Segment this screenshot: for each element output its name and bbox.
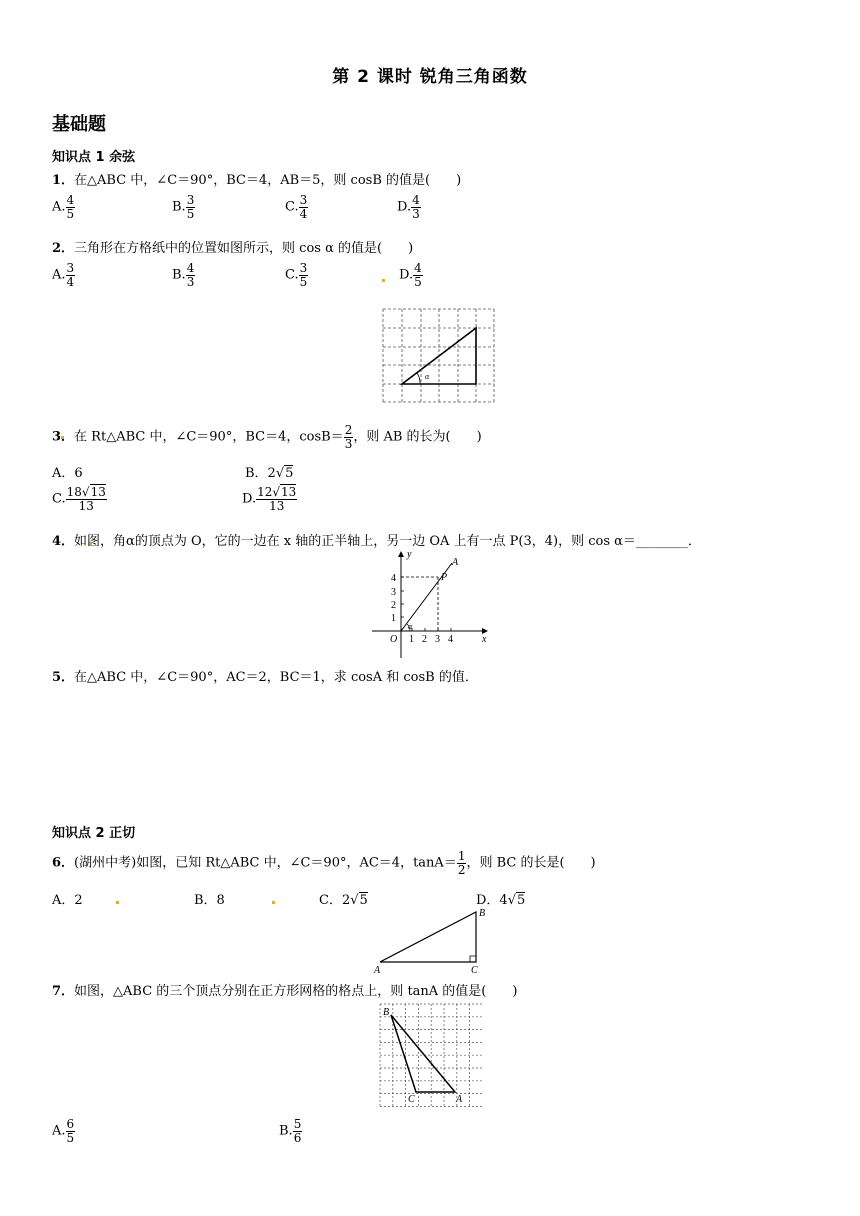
q6-triangle-figure: [372, 906, 492, 976]
question-1-text: 在△ABC 中，∠C＝90°，BC＝4，AB＝5，则 cosB 的值是( ): [74, 173, 462, 188]
question-2-text: 三角形在方格纸中的位置如图所示，则 cos α 的值是( ): [74, 241, 414, 256]
q3-fraction: $\frac{2}{3}$: [344, 423, 353, 451]
question-5: [52, 666, 478, 685]
angle-arc: [417, 373, 420, 384]
question-5-number: 5．: [52, 670, 75, 685]
q3-option-c[interactable]: C. $\frac{18√13}{13}$: [52, 485, 106, 513]
question-6-number: 6．: [52, 855, 75, 871]
question-7: [52, 980, 517, 999]
knowledge-point-2: 知识点 2 正切: [52, 826, 136, 841]
question-2: [52, 237, 413, 256]
page-title: 第 2 课时 锐角三角函数: [332, 67, 528, 87]
q2-option-d[interactable]: D. $\frac{4}{5}$: [399, 261, 422, 289]
svg-text:4: 4: [448, 634, 453, 645]
question-6: 6．(湖州中考)如图，已知 Rt△ABC 中，∠C＝90°，AC＝4，tanA＝ $\frac{1}{2}$ ，则 BC 的长是( ): [52, 849, 596, 877]
svg-text:B: B: [479, 908, 486, 919]
q3-option-a[interactable]: A．6: [52, 466, 83, 481]
svg-text:C: C: [471, 965, 478, 976]
q2-option-b[interactable]: B. $\frac{4}{3}$: [172, 261, 195, 289]
q6-option-a[interactable]: A．2: [52, 893, 83, 908]
q4-coordinate-figure: [368, 548, 493, 660]
svg-text:A: A: [374, 965, 381, 976]
right-triangle: [380, 912, 476, 962]
svg-text:4: 4: [391, 573, 396, 584]
question-2-number: 2．: [52, 241, 75, 256]
svg-text:1: 1: [391, 613, 396, 624]
q1-option-a[interactable]: A. $\frac{4}{5}$: [52, 193, 75, 221]
question-5-text: 在△ABC 中，∠C＝90°，AC＝2，BC＝1，求 cosA 和 cosB 的值．: [74, 670, 478, 685]
q7-option-b[interactable]: B. $\frac{5}{6}$: [279, 1117, 302, 1145]
question-3: 3．在 Rt△ABC 中，∠C＝90°，BC＝4，cosB＝ $\frac{2}{3}$ ，则 AB 的长为( ): [52, 423, 482, 451]
q6-option-d[interactable]: D．4√5: [476, 893, 526, 908]
section-heading: 基础题: [52, 114, 106, 135]
svg-text:α: α: [408, 622, 413, 631]
marker-dot: [382, 279, 385, 282]
q6-fraction: $\frac{1}{2}$: [457, 849, 466, 877]
svg-text:A: A: [456, 1094, 463, 1105]
svg-text:C: C: [408, 1094, 415, 1105]
question-3-number: 3．: [52, 429, 75, 445]
question-4-text: 如图，角α的顶点为 O，它的一边在 x 轴的正半轴上，另一边 OA 上有一点 P(3，4)，则 cos α＝________．: [74, 534, 701, 549]
svg-text:3: 3: [435, 634, 440, 645]
svg-text:2: 2: [422, 634, 427, 645]
alpha-label: α: [425, 372, 430, 381]
svg-text:3: 3: [391, 587, 396, 598]
q1-option-b[interactable]: B. $\frac{3}{5}$: [172, 193, 195, 221]
question-4: [52, 530, 701, 549]
q1-option-c[interactable]: C. $\frac{3}{4}$: [285, 193, 308, 221]
right-angle-mark: [470, 956, 476, 962]
question-1: [52, 169, 461, 188]
q2-option-c[interactable]: C. $\frac{3}{5}$: [285, 261, 308, 289]
question-1-number: 1．: [52, 173, 75, 188]
marker-dot: [116, 901, 119, 904]
question-7-number: 7．: [52, 984, 75, 999]
svg-text:y: y: [407, 549, 412, 560]
q1-option-d[interactable]: D. $\frac{4}{3}$: [397, 193, 420, 221]
q2-grid-figure: [382, 308, 495, 403]
q6-option-c[interactable]: C．2√5: [319, 893, 368, 908]
q7-option-a[interactable]: A. $\frac{6}{5}$: [52, 1117, 75, 1145]
q7-grid-figure: [379, 1003, 482, 1107]
svg-text:O: O: [390, 634, 398, 645]
question-4-number: 4．: [52, 534, 75, 549]
svg-text:B: B: [383, 1007, 390, 1018]
svg-text:A: A: [452, 557, 459, 568]
triangle: [391, 1015, 455, 1092]
marker-dot: [272, 901, 275, 904]
svg-text:x: x: [482, 634, 487, 645]
q2-option-a[interactable]: A. $\frac{3}{4}$: [52, 261, 75, 289]
question-7-text: 如图，△ABC 的三个顶点分别在正方形网格的格点上，则 tanA 的值是( ): [74, 984, 518, 999]
q3-option-d[interactable]: D. $\frac{12√13}{13}$: [242, 485, 297, 513]
q3-option-b[interactable]: B．2√5: [245, 466, 294, 481]
knowledge-point-1: 知识点 1 余弦: [52, 150, 136, 165]
svg-text:P: P: [441, 572, 448, 583]
q6-option-b[interactable]: B．8: [194, 893, 225, 908]
svg-text:2: 2: [391, 600, 396, 611]
svg-text:1: 1: [409, 634, 414, 645]
